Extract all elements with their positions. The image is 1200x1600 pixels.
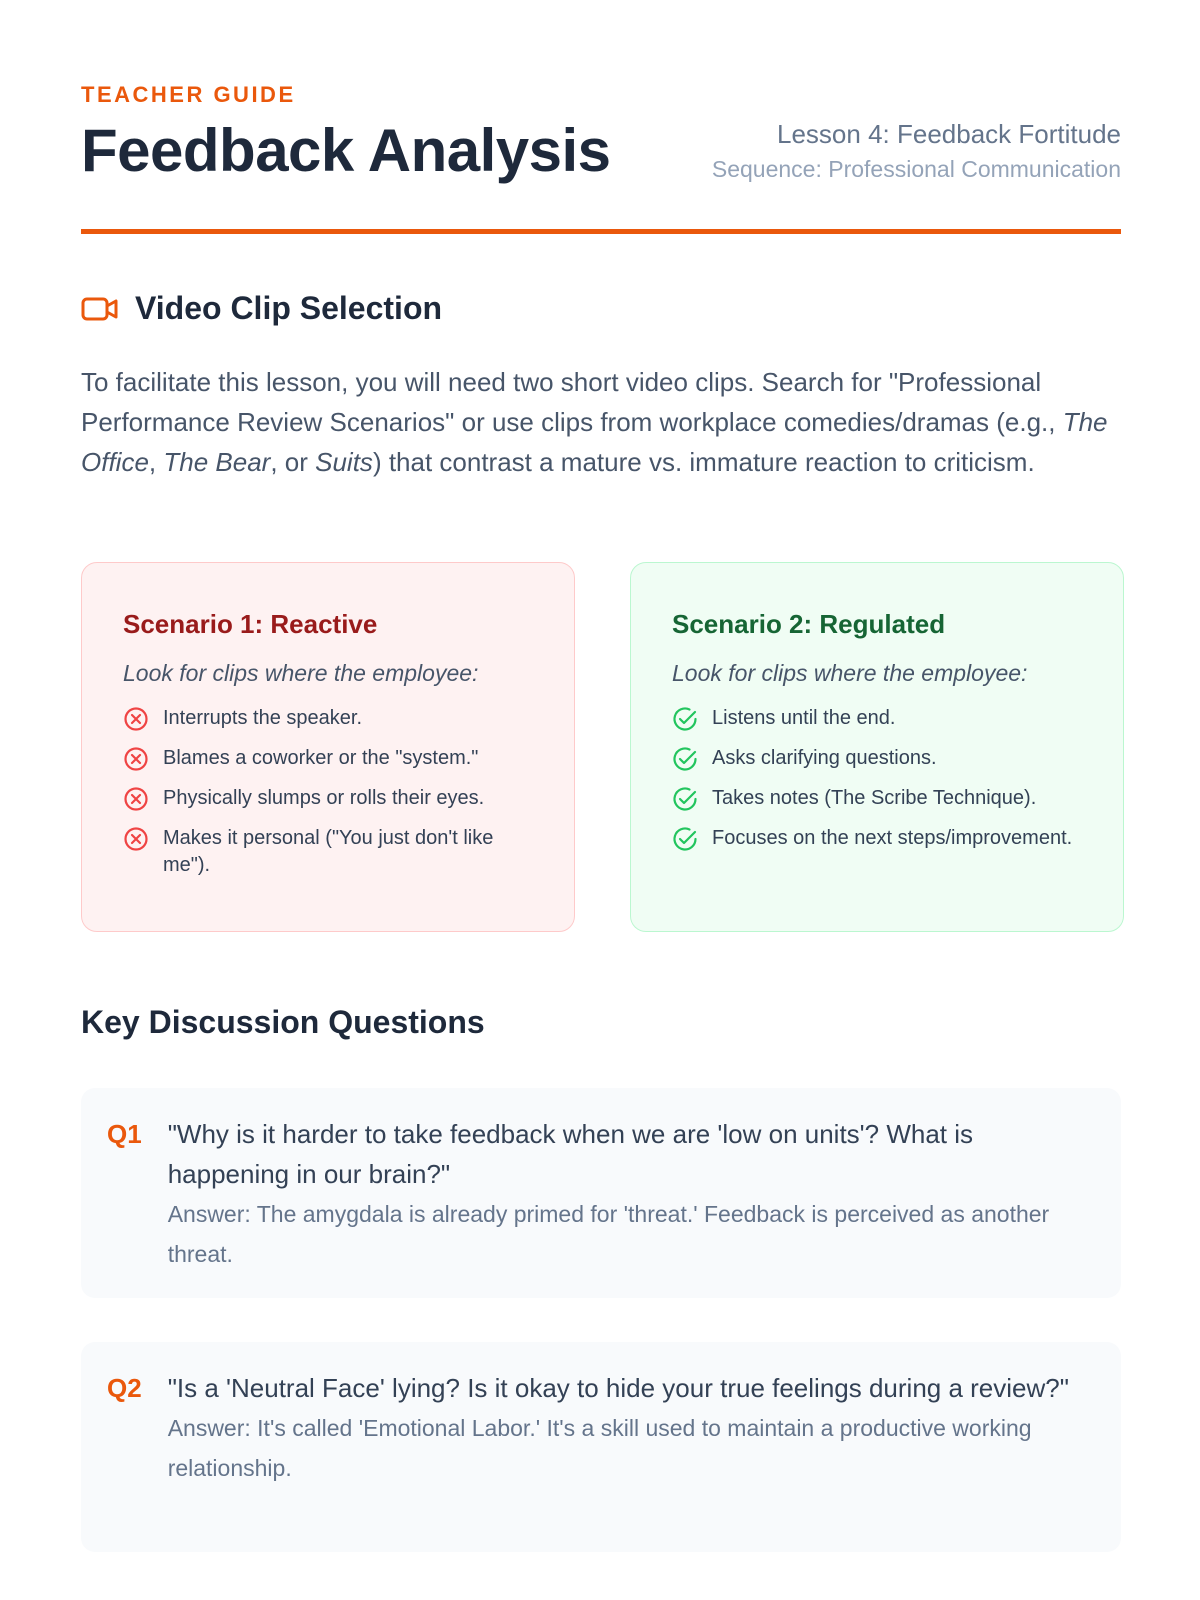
scenario-list: [123, 705, 534, 879]
list-item: [672, 705, 1083, 732]
question-body: [168, 1114, 1081, 1298]
list-item: [672, 745, 1083, 772]
x-circle-icon: [123, 746, 149, 772]
question-answer: Answer: It's called 'Emotional Labor.' It's a skill used to maintain a productive working relationship.: [167, 1415, 1032, 1481]
scenario-title: Scenario 1: Reactive: [123, 609, 378, 639]
check-circle-icon: [672, 746, 698, 772]
x-circle-icon: [123, 786, 149, 812]
scenario-lead: Look for clips where the employee:: [123, 660, 479, 686]
scenario-card-reactive: [81, 562, 575, 932]
list-item-text: Listens until the end.: [712, 707, 896, 729]
scenario-lead: Look for clips where the employee:: [672, 660, 1028, 686]
x-circle-icon: [123, 706, 149, 732]
show-title-3: Suits: [315, 447, 373, 477]
list-item: [123, 705, 534, 732]
show-title-2: The Bear: [163, 447, 271, 477]
list-item-text: Takes notes (The Scribe Technique).: [712, 787, 1037, 809]
header: [81, 0, 1121, 234]
list-item-text: Interrupts the speaker.: [163, 707, 363, 729]
intro-separator-2: , or: [270, 447, 316, 477]
x-circle-icon: [123, 826, 149, 852]
intro-paragraph: [81, 362, 1121, 482]
list-item-text: Physically slumps or rolls their eyes.: [163, 787, 485, 809]
list-item: [123, 825, 534, 879]
list-item: [123, 745, 534, 772]
question-card-1: [81, 1088, 1121, 1298]
list-item: [123, 785, 534, 812]
show-title-1: The Office: [81, 407, 1108, 477]
page-title: Feedback Analysis: [81, 117, 611, 184]
list-item-text: Blames a coworker or the "system.": [163, 747, 479, 769]
scenario-title: Scenario 2: Regulated: [672, 609, 946, 639]
video-camera-icon: [81, 296, 119, 322]
intro-text-start: To facilitate this lesson, you will need two short video clips. Search for "Professional Performance Review Scenarios" or use clips from workplace comedies/dramas (e.g.,: [81, 367, 1063, 437]
question-text: "Why is it harder to take feedback when we are 'low on units'? What is happening in our brain?": [167, 1119, 974, 1189]
eyebrow-label: TEACHER GUIDE: [81, 82, 296, 107]
check-circle-icon: [672, 786, 698, 812]
list-item-text: Makes it personal ("You just don't like me").: [163, 827, 494, 876]
discussion-heading: Key Discussion Questions: [81, 1004, 485, 1040]
list-item: [672, 785, 1083, 812]
video-section-title: Video Clip Selection: [135, 290, 443, 326]
check-circle-icon: [672, 706, 698, 732]
question-answer: Answer: The amygdala is already primed for 'threat.' Feedback is perceived as another threat.: [167, 1201, 1050, 1267]
scenario-list: [672, 705, 1083, 852]
question-text: "Is a 'Neutral Face' lying? Is it okay to hide your true feelings during a review?": [167, 1373, 1069, 1403]
list-item-text: Asks clarifying questions.: [712, 747, 937, 769]
list-item-text: Focuses on the next steps/improvement.: [712, 827, 1073, 849]
intro-text-end: ) that contrast a mature vs. immature reaction to criticism.: [372, 447, 1035, 477]
page: [81, 0, 1121, 1481]
list-item: [672, 825, 1083, 852]
lesson-name: Lesson 4: Feedback Fortitude: [777, 119, 1121, 149]
video-section-heading: [81, 290, 442, 327]
question-card-2: [81, 1342, 1121, 1552]
scenario-card-regulated: [630, 562, 1124, 932]
intro-separator-1: ,: [148, 447, 164, 477]
question-number: Q2: [107, 1373, 142, 1403]
check-circle-icon: [672, 826, 698, 852]
question-body: [168, 1368, 1081, 1552]
sequence-name: Sequence: Professional Communication: [711, 156, 1121, 182]
question-number: Q1: [107, 1119, 142, 1149]
